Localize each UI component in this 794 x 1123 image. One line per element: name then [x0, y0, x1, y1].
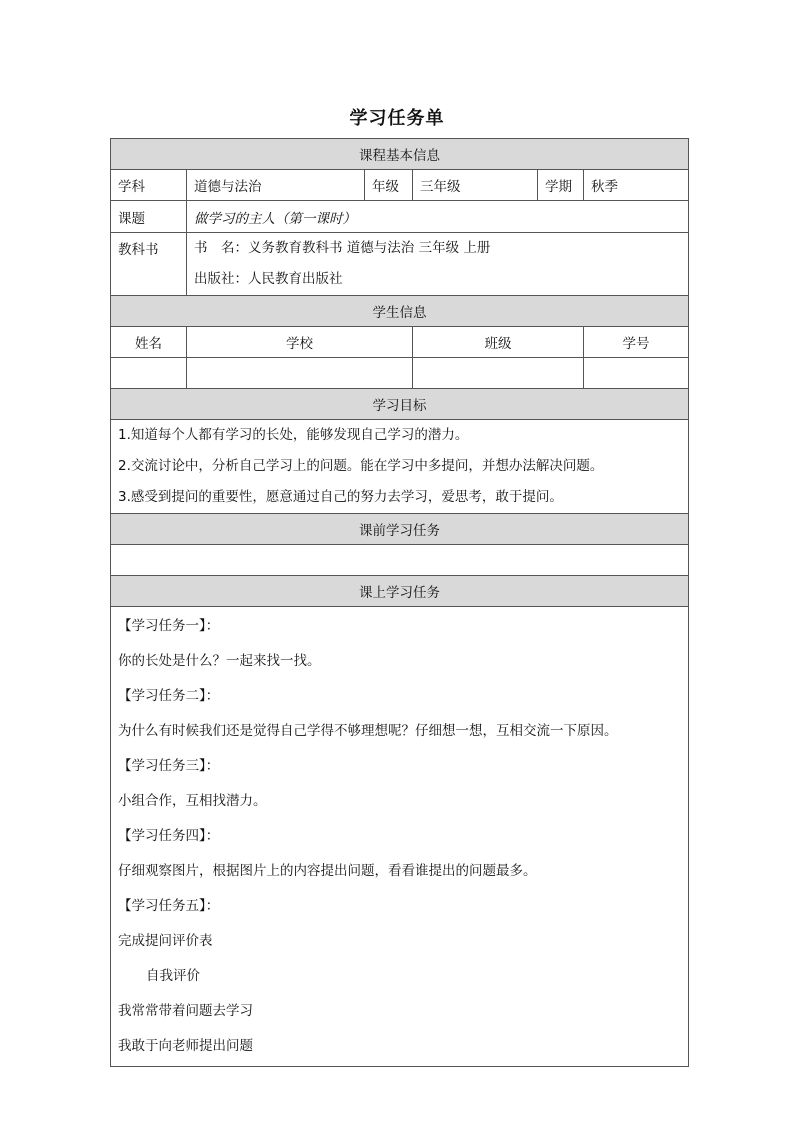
goal-item: 3.感受到提问的重要性，愿意通过自己的努力去学习，爱思考，敢于提问。 — [118, 489, 563, 505]
column-header-class: 班级 — [413, 327, 584, 358]
task-text: 为什么有时候我们还是觉得自己学得不够理想呢？仔细想一想，互相交流一下原因。 — [118, 723, 618, 739]
task-sheet-table — [110, 138, 689, 1067]
task-text: 我常常带着问题去学习 — [118, 1003, 253, 1019]
page-title: 学习任务单 — [349, 108, 445, 129]
task-text: 完成提问评价表 — [118, 933, 213, 949]
school-field[interactable] — [187, 358, 413, 389]
term-value: 秋季 — [584, 170, 689, 201]
class-field[interactable] — [413, 358, 584, 389]
section-header-student-info: 学生信息 — [111, 296, 689, 327]
textbook-info — [187, 233, 689, 296]
column-header-student-id: 学号 — [584, 327, 689, 358]
task-text-indented: 自我评价 — [146, 968, 200, 984]
grade-value: 三年级 — [413, 170, 538, 201]
task-text: 我敢于向老师提出问题 — [118, 1038, 253, 1054]
section-header-pre-class: 课前学习任务 — [111, 514, 689, 545]
task-text: 仔细观察图片，根据图片上的内容提出问题，看看谁提出的问题最多。 — [118, 863, 537, 879]
task-heading-1: 【学习任务一】： — [118, 618, 220, 634]
section-header-course-info: 课程基本信息 — [111, 139, 689, 170]
task-heading-2: 【学习任务二】： — [118, 688, 220, 704]
task-text: 你的长处是什么？一起来找一找。 — [118, 653, 321, 669]
textbook-label: 教科书 — [111, 233, 187, 296]
topic-value: 做学习的主人（第一课时） — [187, 201, 689, 233]
grade-label: 年级 — [365, 170, 413, 201]
textbook-name-line: 书 名：义务教育教科书 道德与法治 三年级 上册 — [194, 240, 491, 256]
term-label: 学期 — [538, 170, 584, 201]
section-header-goals: 学习目标 — [111, 389, 689, 420]
topic-label: 课题 — [111, 201, 187, 233]
pre-class-content[interactable] — [111, 545, 689, 576]
subject-label: 学科 — [111, 170, 187, 201]
in-class-content — [111, 607, 689, 1067]
subject-value: 道德与法治 — [187, 170, 365, 201]
task-text: 小组合作，互相找潜力。 — [118, 793, 267, 809]
goal-item: 1.知道每个人都有学习的长处，能够发现自己学习的潜力。 — [118, 427, 469, 443]
goal-item: 2.交流讨论中，分析自己学习上的问题。能在学习中多提问，并想办法解决问题。 — [118, 458, 604, 474]
goals-content — [111, 420, 689, 514]
task-heading-5: 【学习任务五】： — [118, 898, 220, 914]
column-header-school: 学校 — [187, 327, 413, 358]
name-field[interactable] — [111, 358, 187, 389]
textbook-publisher-line: 出版社：人民教育出版社 — [194, 271, 343, 287]
task-heading-4: 【学习任务四】： — [118, 828, 220, 844]
student-id-field[interactable] — [584, 358, 689, 389]
section-header-in-class: 课上学习任务 — [111, 576, 689, 607]
task-heading-3: 【学习任务三】： — [118, 758, 220, 774]
column-header-name: 姓名 — [111, 327, 187, 358]
